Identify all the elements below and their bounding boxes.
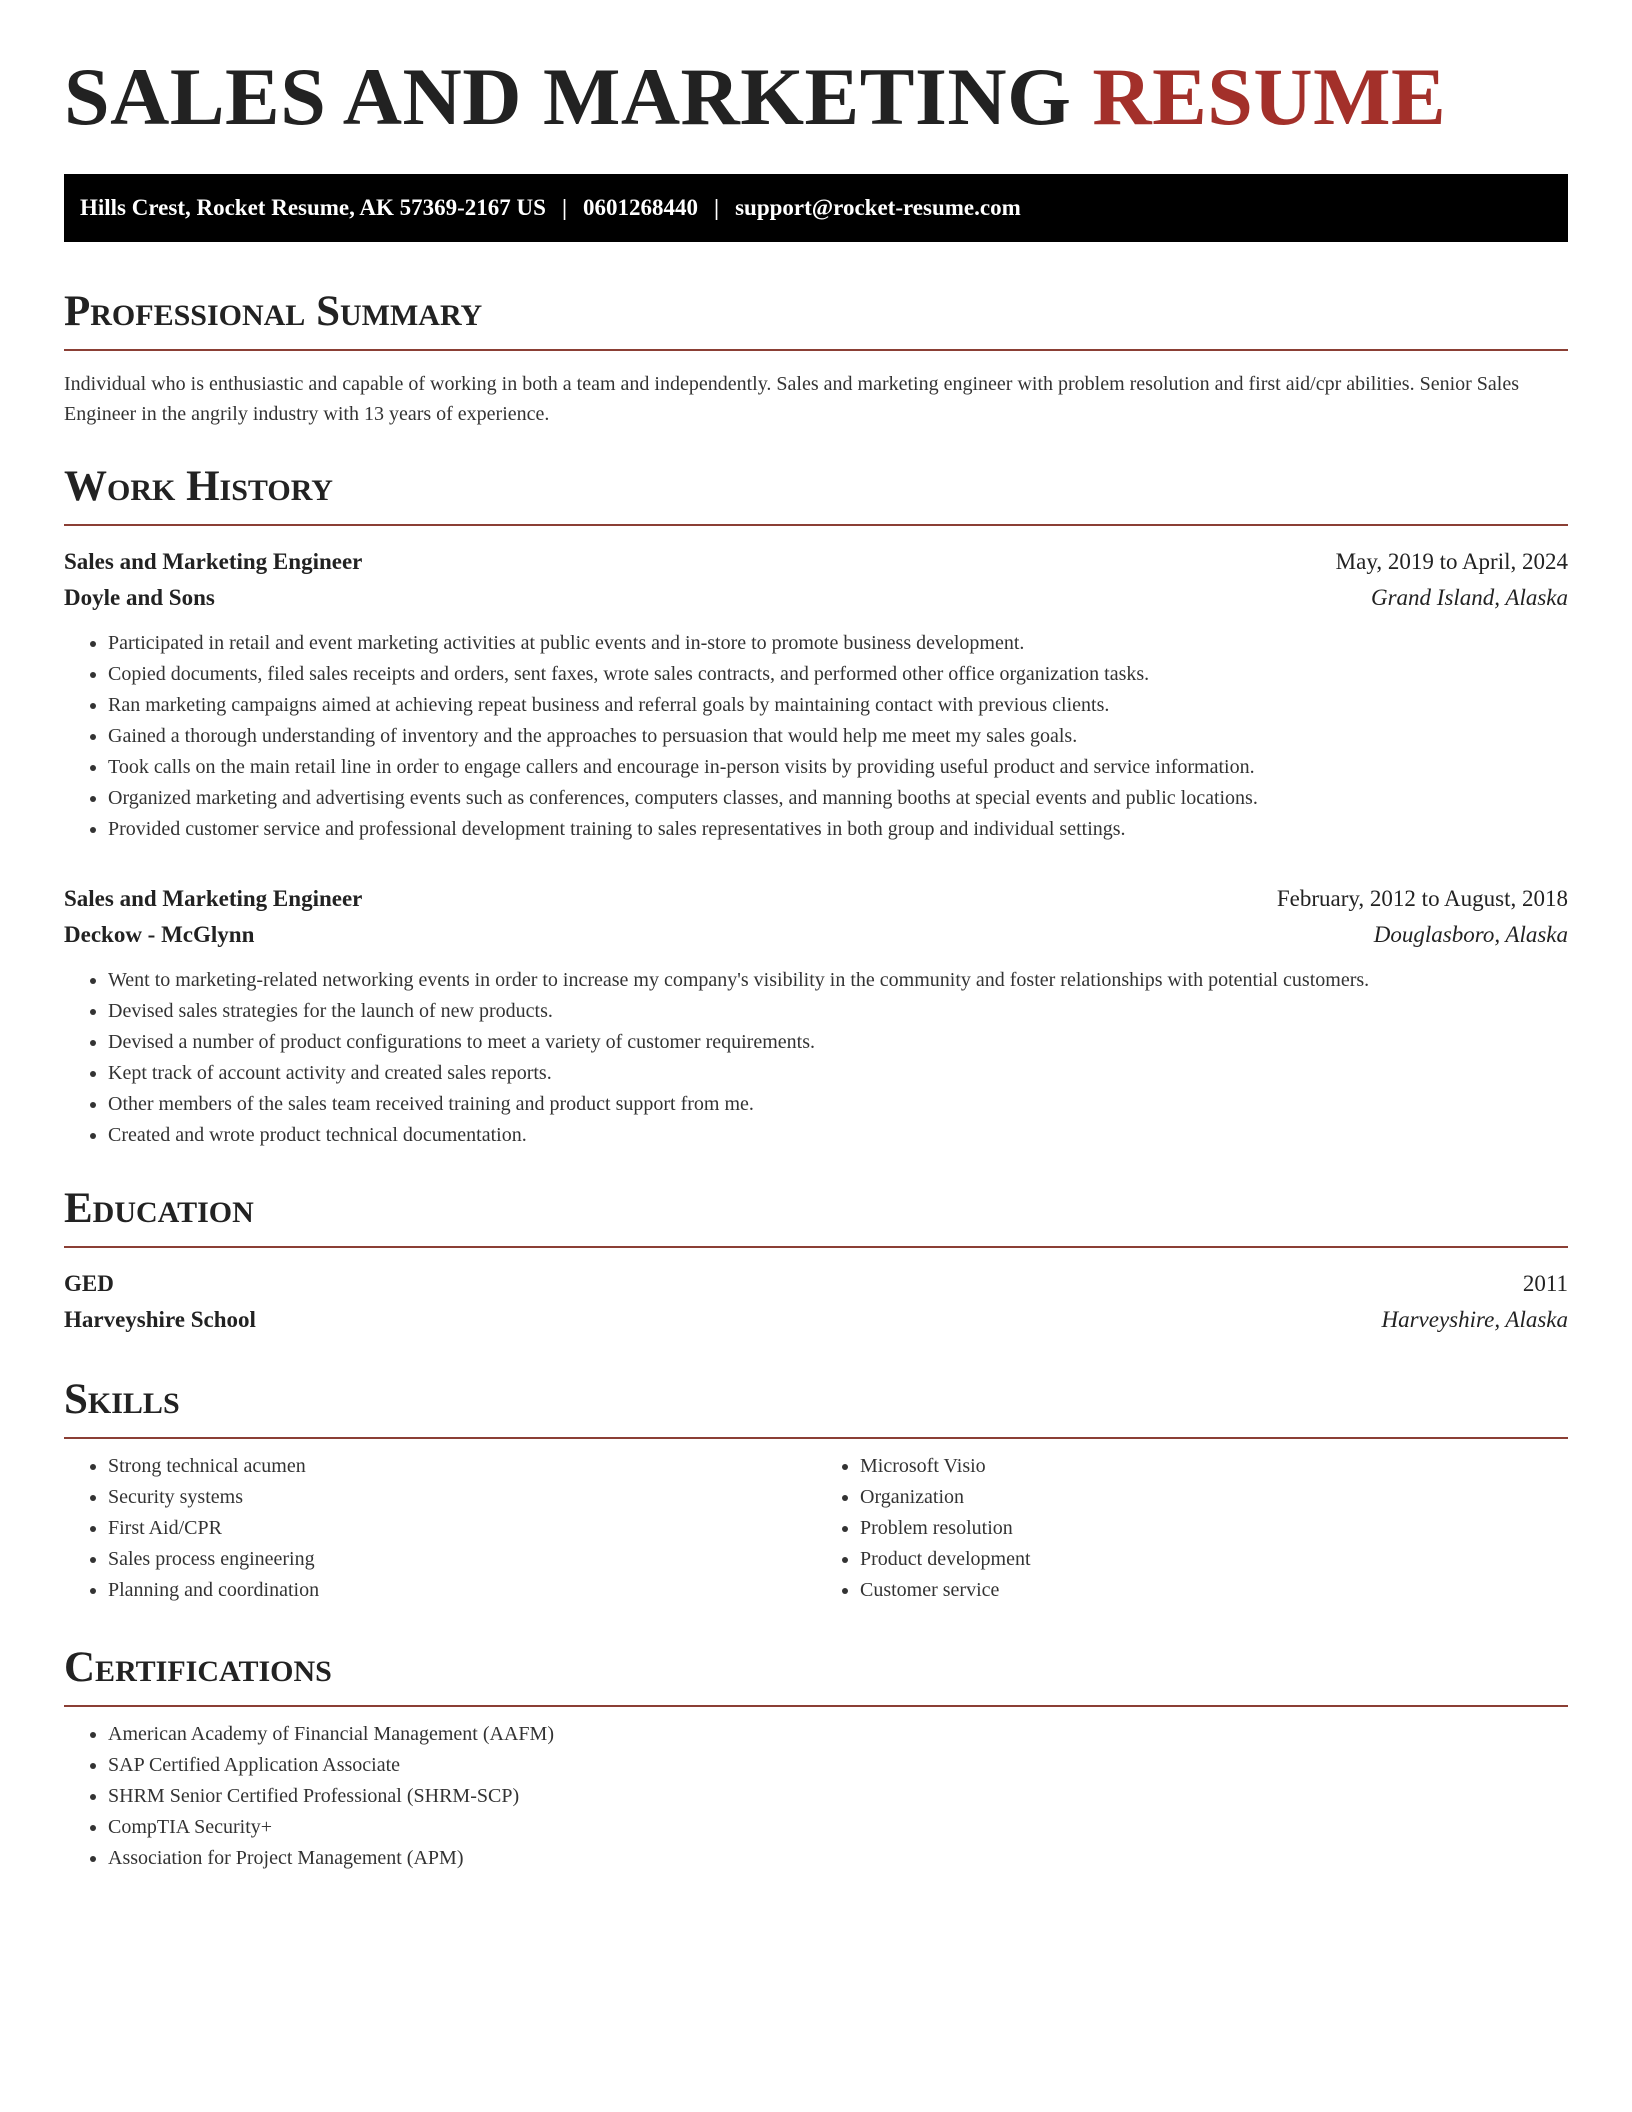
list-item: • Customer service [860, 1575, 1568, 1606]
list-item: • Problem resolution [860, 1513, 1568, 1544]
skills-list-left [64, 1451, 816, 1606]
job-company: Deckow - McGlynn [64, 922, 255, 947]
list-item: • Product development [860, 1544, 1568, 1575]
list-item: • Gained a thorough understanding of inventory and the approaches to persuasion that would help me meet my sales goals. [108, 721, 1568, 752]
section-divider [64, 524, 1568, 526]
list-item: • Planning and coordination [108, 1575, 816, 1606]
job-entry [64, 544, 1568, 845]
list-item: • Strong technical acumen [108, 1451, 816, 1482]
contact-bar [64, 174, 1568, 242]
list-item: • Microsoft Visio [860, 1451, 1568, 1482]
list-item: • Ran marketing campaigns aimed at achieving repeat business and referral goals by maintaining contact with previous clients. [108, 690, 1568, 721]
skills-heading: Skills [64, 1376, 180, 1423]
list-item: • American Academy of Financial Management (AAFM) [108, 1719, 1568, 1750]
resume-title [64, 51, 1568, 142]
list-item: • Copied documents, filed sales receipts and orders, sent faxes, wrote sales contracts, and performed other office organization tasks. [108, 659, 1568, 690]
education-location: Harveyshire, Alaska [1381, 1307, 1568, 1332]
contact-separator: | [561, 195, 568, 220]
job-location: Grand Island, Alaska [1371, 585, 1568, 610]
list-item: • Association for Project Management (APM) [108, 1843, 1568, 1874]
job-dates: February, 2012 to August, 2018 [1276, 886, 1568, 911]
job-entry [64, 881, 1568, 1151]
job-company: Doyle and Sons [64, 585, 215, 610]
list-item: • Provided customer service and professional development training to sales representatives in both group and individual settings. [108, 814, 1568, 845]
list-item: • Took calls on the main retail line in order to engage callers and encourage in-person visits by providing useful product and service information. [108, 752, 1568, 783]
certifications-list [64, 1719, 1568, 1874]
certifications-heading: Certifications [64, 1644, 332, 1691]
list-item: • Kept track of account activity and created sales reports. [108, 1058, 1568, 1089]
section-divider [64, 349, 1568, 351]
list-item: • SAP Certified Application Associate [108, 1750, 1568, 1781]
section-divider [64, 1246, 1568, 1248]
contact-separator: | [714, 195, 720, 220]
title-accent: RESUME [1092, 51, 1447, 142]
list-item: • Organized marketing and advertising events such as conferences, computers classes, and manning booths at special events and public locations. [108, 783, 1568, 814]
job-title: Sales and Marketing Engineer [64, 549, 363, 574]
list-item: • Sales process engineering [108, 1544, 816, 1575]
education-entry [64, 1266, 1568, 1338]
education-degree: GED [64, 1271, 114, 1296]
job-title: Sales and Marketing Engineer [64, 886, 363, 911]
list-item: • Created and wrote product technical documentation. [108, 1120, 1568, 1151]
list-item: • Devised a number of product configurations to meet a variety of customer requirements. [108, 1027, 1568, 1058]
job-duties-list [64, 628, 1568, 845]
job-duties-list [64, 965, 1568, 1151]
job-dates: May, 2019 to April, 2024 [1335, 549, 1568, 574]
section-divider [64, 1705, 1568, 1707]
list-item: • SHRM Senior Certified Professional (SHRM-SCP) [108, 1781, 1568, 1812]
skills-columns [64, 1451, 1568, 1606]
contact-email: support@rocket-resume.com [735, 195, 1021, 220]
section-divider [64, 1437, 1568, 1439]
list-item: • First Aid/CPR [108, 1513, 816, 1544]
education-year: 2011 [1522, 1271, 1568, 1296]
work-history-heading: Work History [64, 463, 333, 510]
contact-address: Hills Crest, Rocket Resume, AK 57369-2167 US [80, 195, 546, 220]
contact-phone: 0601268440 [583, 195, 699, 220]
list-item: • Organization [860, 1482, 1568, 1513]
list-item: • Security systems [108, 1482, 816, 1513]
summary-heading: Professional Summary [64, 288, 483, 335]
job-location: Douglasboro, Alaska [1373, 922, 1568, 947]
education-heading: Education [64, 1185, 254, 1232]
list-item: • Devised sales strategies for the launch of new products. [108, 996, 1568, 1027]
list-item: • Participated in retail and event marketing activities at public events and in-store to promote business development. [108, 628, 1568, 659]
list-item: • Other members of the sales team received training and product support from me. [108, 1089, 1568, 1120]
summary-text: Individual who is enthusiastic and capable of working in both a team and independently. Sales and marketing engineer with problem resolution and first aid/cpr abilities. Senior Sales Engineer in the angrily industry with 13 years of experience. [64, 373, 1520, 425]
education-school: Harveyshire School [64, 1307, 256, 1332]
title-main: SALES AND MARKETING [64, 51, 1093, 142]
list-item: • Went to marketing-related networking events in order to increase my company's visibility in the community and foster relationships with potential customers. [108, 965, 1568, 996]
list-item: • CompTIA Security+ [108, 1812, 1568, 1843]
skills-list-right [816, 1451, 1568, 1606]
